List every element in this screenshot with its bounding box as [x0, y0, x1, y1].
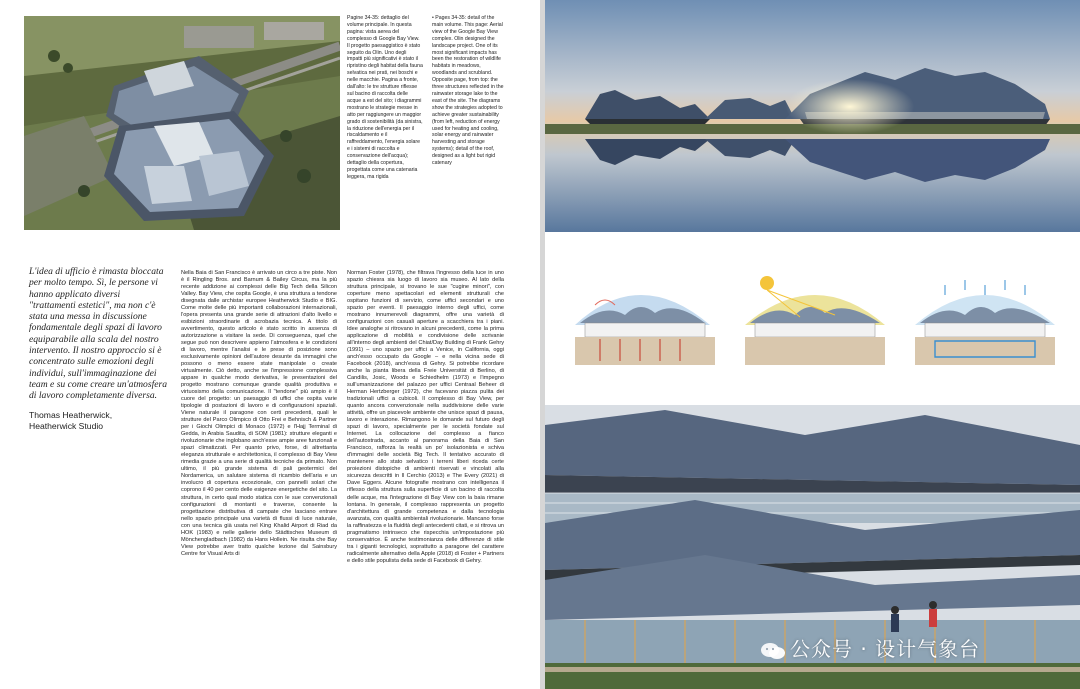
aerial-view-illustration	[24, 16, 340, 230]
right-page	[545, 0, 1080, 689]
wechat-logo-icon	[760, 641, 786, 661]
reflection-photo	[545, 0, 1080, 232]
quote-author	[29, 410, 169, 432]
quote-author-studio: Heatherwick Studio	[29, 421, 104, 431]
pull-quote: L'idea di ufficio è rimasta bloccata per molto tempo. Sì, le persone vi hanno applicato diversi "trattamenti estetici", ma non c'è stata una messa in discussione fondamentale degli spazi di lavoro equiparabile alla scala del nostro intervento. Il nostro approccio si è concentrato sulle emozioni degli individui, sull'immaginazione dei team e su come creare un'atmosfera di lavoro completamente diversa.	[29, 266, 168, 402]
caption-italian: Pagine 34-35: dettaglio del volume principale. In questa pagina: vista aerea del complesso di Google Bay View. Il progetto paesaggistico è stato seguito da Olin. Uno degli impatti più significativi è stato il ripristino degli habitat della fauna selvatica nei prati, nei boschi e nelle macchie. Pagina a fronte, dall'alto: le tre strutture riflesse sul bacino di raccolta delle acque a est del sito; i diagrammi mostrano le strategie messe in atto per raggiungere un maggior grado di sostenibilità (da sinistra, la riduzione dell'energia per il riscaldamento e il raffreddamento, l'energia solare e i sistemi di raccolta e conservazione dell'acqua); dettaglio della copertura, progettata come una catenaria leggera, ma rigida	[347, 15, 423, 180]
reflection-illustration	[545, 0, 1080, 232]
article-column-2: Norman Foster (1978), che filtrava l'ingresso della luce in uno spazio chiesra sia luogo di lavoro sia museo. Al lato della struttura principale, si trovano le sue "cugine minori", con coperture meno spettacolari ed elementi strutturali che ospitano funzioni di servizio, come uffici secondari e uno spazio per eventi. Il paesaggio interno degli uffici, come mostrano innumerevoli diagrammi, offre una varietà di configurazioni con casuali aperture a scacchiera tra i piani. Idee analoghe si ritrovano in alcuni precedenti, come la prima applicazione di mobilità e condivisione delle scrivanie all'interno degli ambienti del Chiat/Day Building di Frank Gehry (1991) – uno spazio per uffici a Venice, in California, oggi anch'esso occupato da Google – e nella vicina sede di Facebook (2018), anch'essa di Gehry. Si potrebbe ricordare anche la pianta libera della Freie Universität di Berlino, di Candilis, Josic, Woods e Schiedhelm (1973) e l'impegno sull'umanizzazione del palazzo per uffici Centraal Beheer di Herman Hertzberger (1972), che facevano piazza pulita dei tradizionali uffici a cubicoli. Il complesso di Bay View, per quanto ancora convenzionale nella suddivisione delle varie attività, offre un piacevole ambiente che unisce spazi di pausa, lavoro e interazione. Rimangono le domande sul futuro degli spazi di lavoro, specialmente per le società fondate sul Internet. La collocazione del complesso a fianco dell'autostrada, accanto al panorama della Baia di San Francisco, rafforza la realtà un po' isolazionista e schiva d'immagini delle società Big Tech. Il tentativo accurato di mantenere allo stato selvatico i terreni liberi riceda certe proiezioni distopiche di ambienti riservati e vincolati alla sicurezza descritti in Il Cerchio (2013) e The Every (2021) di Dave Eggers. Alcune fotografie mostrano con intelligenza il riflesso della struttura sulla superficie di un bacino di raccolta delle acque, ma l'integrazione di Bay View con la baia rimane lontana. In generale, il complesso rappresenta un progetto d'architettura di grande competenza e dalla tecnologia avanzata, con qualità ambientali rivoluzionarie. Mancano forse la raffinatezza e la fluidità degli antecedenti citati, e si ritrova un pragmatismo intrinseco che rispecchia un'impostazione più conservatrice. È anche testimonianza delle differenze di stile tra i giganti tecnologici, soprattutto a paragone del carattere radicalmente alternativo della Apple (2018) di Foster + Partners e dello stile populista della sede di Facebook di Gehry.	[347, 270, 504, 564]
aerial-view-photo	[24, 16, 340, 230]
sustainability-diagrams	[545, 245, 1080, 398]
wechat-watermark	[760, 632, 1060, 666]
watermark-text: 公众号 · 设计气象台	[790, 637, 981, 661]
sustainability-diagrams-illustration	[545, 245, 1080, 398]
article-column-1: Nella Baia di San Francisco è arrivato un circo a tre piste. Non è il Ringling Bros. and Barnum & Bailey Circus, ma la più recente addizione ai complessi delle Big Tech della Silicon Valley. Bay View, che ospita Google, è una struttura a tendone disegnata dalle archistar europee Heatherwick Studio e BIG. Come molte delle più importanti collaborazioni internazionali, l'opera presenta una grande serie di attrazioni d'alto livello e esibizioni straordinarie di acrobazia tecnica. A titolo di avvertimento, questo articolo è stato scritto in assenza di autorizzazione a visitare la sede. Di conseguenza, quel che segue può non descrivere appieno l'atmosfera e le condizioni di lavoro, mentre l'analisi e le prese di posizione sono esclusivamente opinioni dell'autore desunte da immagini che possono o meno essere state manipolate o create virtualmente. Ciò detto, anche se l'impressione complessiva appare in qualche modo derivativa, le presentazioni del progetto mostrano comunque grande qualità produttiva e virtuosismo della comunicazione. Il "tendone" più ampio è il cuore del progetto: un paesaggio di uffici che ospita varie tipologie di postazioni di lavoro e di configurazioni spaziali. Viene naturale il paragone con certi precedenti, quali le strutture del Parco Olimpico di Otto Frei e Behnisch & Partner per i Giochi Olimpici di Monaco (1972) e l'Hajj Terminal di Gedda, in Arabia Saudita, di SOM (1981): strutture eleganti e rivoluzionarie che inglobano anch'esse ampie aree funzionali e spazi climatizzati. Per quanto privo, forse, di altrettanta eleganza strutturale e architettonica, il complesso di Bay View rimedia grazie a una serie di qualità tecniche da primato. Non ultimo, il più grande sistema di pali geotermici del Nordamerica, un salutare sistema di ricambio dell'aria e un involucro di copertura eccezionale, con pannelli solari che coprono il 40 per cento delle esigenze energetiche del sito. La struttura, in certo qual modo statica con le sue convenzionali configurazioni di montanti e traverse, consente la progettazione distributiva di campate che lasciano entrare nello spazio principale una varietà di flussi di luce naturale, con una tecnica già usata nel King Khalid Airport di Riad da HOK (1983) e nelle gallerie dello Städtisches Museum di Mönchengladbach (1982) da Hans Hollein. Ne risulta che Bay View potrebbe aver tratto qualche lezione dal Sainsbury Centre for Visual Arts di	[181, 270, 337, 557]
caption-english: • Pages 34-35: detail of the main volume. This page: Aerial view of the Google Bay View complex. Olin designed the landscape project. One of its most significant impacts has been the restoration of wildlife habitats in meadows, woodlands and scrubland. Opposite page, from top: the three structures reflected in the rainwater storage lake to the east of the site. The diagrams show the strategies adopted to achieve greater sustainability (from left, reduction of energy used for heating and cooling, solar energy and rainwater harvesting and storage systems); detail of the roof, designed as a light but rigid catenary	[432, 15, 504, 167]
quote-author-name: Thomas Heatherwick,	[29, 410, 113, 420]
